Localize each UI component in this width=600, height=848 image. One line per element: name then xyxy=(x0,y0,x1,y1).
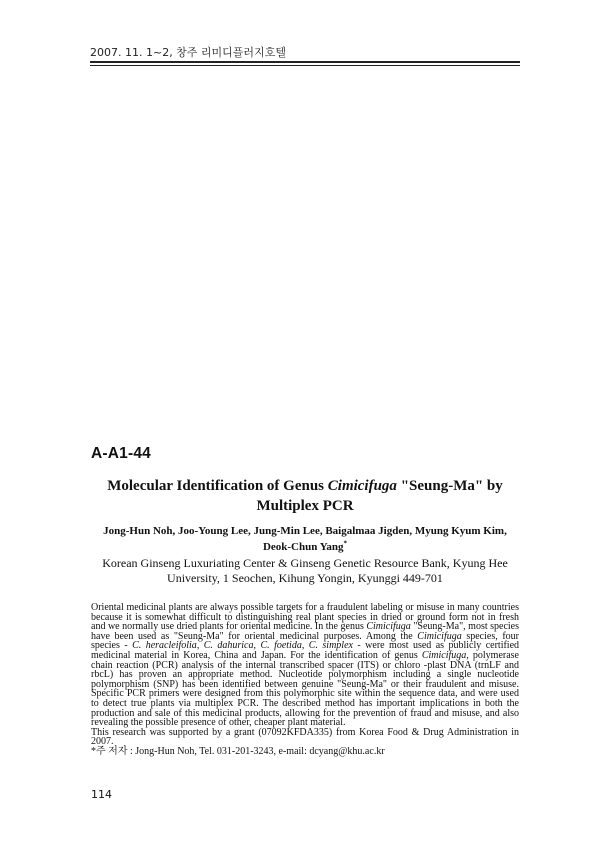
abstract-code: A-A1-44 xyxy=(91,445,151,462)
separator: , xyxy=(253,640,261,652)
affiliation xyxy=(92,556,518,586)
species-name: C. heracleifolia xyxy=(132,640,197,652)
separator: , xyxy=(301,640,309,652)
species-name: C. simplex xyxy=(308,640,353,652)
funding-note: This research was supported by a grant (07092KFDA335) from Korea Food & Drug Administration in 2007. xyxy=(91,726,519,748)
abstract-text: , polymerase chain reaction (PCR) analysis of the internal transcribed spacer (ITS) or chloro -plast DNA (trnLF and rbcL) has proven an appropriate method. Nucleotide polymorphism including a single nucleotide polymorphism (SNP) has been identified between genuine "Seung-Ma" or their fraudulent and misuse. Specific PCR primers were designed from this polymorphic site within the sequence data, and were used to detect true plants via multiplex PCR. The described method has important implications in both the production and sale of this medicinal products, allowing for the prevention of fraud and misuse, and also revealing the possible presence of other, cheaper plant material. xyxy=(91,649,519,729)
genus-name: Cimicifuga xyxy=(366,621,411,633)
header-rule-thin xyxy=(90,65,520,66)
affiliation-line1: Korean Ginseng Luxuriating Center & Ginseng Genetic Resource Bank, Kyung Hee xyxy=(102,556,508,570)
species-name: C. dahurica xyxy=(203,640,254,652)
header-rule-thick xyxy=(90,61,520,63)
species-name: C. foetida xyxy=(260,640,302,652)
corresponding-author: *주 저자 : Jong-Hun Noh, Tel. 031-201-3243, e-mail: dcyang@khu.ac.kr xyxy=(91,745,385,757)
genus-name: Cimicifuga xyxy=(421,649,467,661)
title-genus: Cimicifuga xyxy=(327,478,397,494)
author-list xyxy=(92,523,518,555)
title-part-a: Molecular Identification of Genus xyxy=(107,478,328,494)
title-part-b: "Seung-Ma" by xyxy=(396,478,503,494)
authors-line2: Deok-Chun Yang xyxy=(262,541,344,553)
page-number: 114 xyxy=(91,788,112,801)
separator: , xyxy=(196,640,204,652)
abstract-text: Oriental medicinal plants are always possible targets for a fraudulent labeling or misuse in many countries because it is somewhat difficult to distinguishing real plant species in dried or ground form not in fresh and we normally use dried plants for oriental medicine. In the genus xyxy=(91,602,519,633)
affiliation-line2: University, 1 Seochen, Kihung Yongin, Kyunggi 449-701 xyxy=(167,571,443,585)
corresponding-mark: * xyxy=(343,539,348,548)
authors-line1: Jong-Hun Noh, Joo-Young Lee, Jung-Min Lee, Baigalmaa Jigden, Myung Kyum Kim, xyxy=(103,525,507,537)
running-head: 2007. 11. 1~2, 창주 리미디플러지호텔 xyxy=(90,46,286,59)
genus-name: Cimicifuga xyxy=(417,630,462,642)
abstract-body xyxy=(91,603,519,757)
title-line2: Multiplex PCR xyxy=(256,498,354,514)
abstract-text: - were most used as publicly certified medicinal material in Korea, China and Japan. For the identification of genus xyxy=(91,640,520,661)
abstract-text: species, four species - xyxy=(91,630,519,652)
abstract-paragraph xyxy=(91,603,519,728)
paper-title xyxy=(90,476,520,516)
abstract-text: "Seung-Ma", most species have been used as "Seung-Ma" for oriental medicinal purposes. Among the xyxy=(91,621,519,642)
